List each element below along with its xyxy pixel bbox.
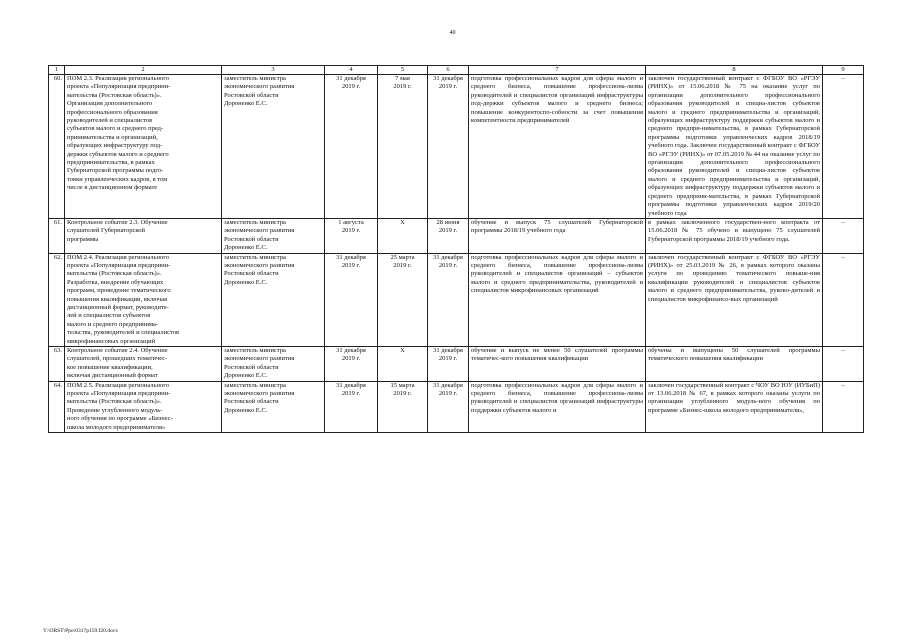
planned-date: 1 августа 2019 г. xyxy=(325,218,378,253)
achieved-result: заключен государственный контракт с ФГБОУ ВО «РГЭУ (РИНХ)» от 25.03.2019 № 26, в рамках которого оказаны услуги по проведению тематического повыше-ния квалификации руководителей и специалистов субъектов малого и среднего предпринимательства, руково-дителей и специалистов микрофинансо-вых организаций xyxy=(646,253,823,346)
header-cell: 8 xyxy=(646,66,823,75)
actual-end-date: 31 декабря 2019 г. xyxy=(428,347,469,382)
header-cell: 6 xyxy=(428,66,469,75)
problems-cell: – xyxy=(823,253,864,346)
planned-date: 31 декабря 2019 г. xyxy=(325,381,378,432)
planned-date: 31 декабря 2019 г. xyxy=(325,347,378,382)
table-row xyxy=(49,347,864,382)
header-cell: 2 xyxy=(65,66,222,75)
header-cell: 4 xyxy=(325,66,378,75)
actual-end-date: 28 июня 2019 г. xyxy=(428,218,469,253)
measure-name: Контрольное событие 2.4. Обучение слушателей, прошедших тематичес- кое повышение квалификации, включая дистанционный формат xyxy=(65,347,222,382)
measure-name: ПОМ 2.5. Реализация регионального проекта «Популяризация предприни- мательства (Ростовская область)». Проведение углубленного модуль- ного обучения по программе «Бизнес- школа молодого предпринимателя» xyxy=(65,381,222,432)
planned-date: 31 декабря 2019 г. xyxy=(325,75,378,219)
expected-result: подготовка профессиональных кадров для сферы малого и среднего бизнеса, повышение профессиона-лизма руководителей и специалистов организаций инфраструктуры под-держки субъектов малого и среднего бизнеса; повышение конкурентоспо-собности за счет повышения компетентности предпринимателей xyxy=(469,75,646,219)
expected-result: обучение и выпуск не менее 50 слушателей программы тематичес-кого повышения квалификации xyxy=(469,347,646,382)
header-cell: 7 xyxy=(469,66,646,75)
row-number: 60. xyxy=(49,75,65,219)
achieved-result: обучены и выпущены 50 слушателей программы тематического повышения квалификации xyxy=(646,347,823,382)
planned-date: 31 декабря 2019 г. xyxy=(325,253,378,346)
measure-name: ПОМ 2.4. Реализация регионального проекта «Популяризация предприни- мательства (Ростовская область)». Разработка, внедрение обучающих программ, проведение тематического повышения квалификации, включая дистанционный формат, руководите- лей и специалистов субъектов малого и среднего предпринима- тельства, руководителей и специалистов микрофинансовых организаций xyxy=(65,253,222,346)
page-number: 40 xyxy=(449,30,456,36)
header-cell: 5 xyxy=(378,66,428,75)
responsible-person: заместитель министра экономического развития Ростовской области Дороненко Е.С. xyxy=(222,347,325,382)
row-number: 64. xyxy=(49,381,65,432)
actual-end-date: 31 декабря 2019 г. xyxy=(428,381,469,432)
expected-result: подготовка профессиональных кадров для сферы малого и среднего бизнеса, повышение профессиона-лизма руководителей и специалистов организаций инфраструктуры поддержки субъектов малого и xyxy=(469,381,646,432)
actual-end-date: 31 декабря 2019 г. xyxy=(428,253,469,346)
achieved-result: заключен государственный контракт с ЧОУ ВО ЮУ (ИУБиП) от 13.06.2018 № 67, в рамках которого оказаны услуги по организации углубленного модуль-ного обучения по программе «Бизнес-школа молодого предпринимателя», xyxy=(646,381,823,432)
row-number: 61. xyxy=(49,218,65,253)
actual-start-date: 7 мая 2019 г. xyxy=(378,75,428,219)
row-number: 62. xyxy=(49,253,65,346)
responsible-person: заместитель министра экономического развития Ростовской области Дороненко Е.С. xyxy=(222,218,325,253)
header-cell: 1 xyxy=(49,66,65,75)
responsible-person: заместитель министра экономического развития Ростовской области Дороненко Е.С. xyxy=(222,381,325,432)
problems-cell: – xyxy=(823,218,864,253)
table-row xyxy=(49,381,864,432)
measure-name: ПОМ 2.3. Реализация регионального проекта «Популяризация предприни- мательства (Ростовская область)». Организация дополнительного профессионального образования руководителей и специалистов субъектов малого и среднего пред- принимательства и организаций, образующих инфраструктуру под- держки субъектов малого и среднего предпринимательства, в рамках Губернаторской программы подго- товки управленческих кадров, в том числе в дистанционном формате xyxy=(65,75,222,219)
problems-cell: – xyxy=(823,381,864,432)
achieved-result: в рамках заключенного государствен-ного контракта от 15.06.2018 № 75 обучено и выпущено 75 слушателей Губернаторской программы 2018/19 учебного года. xyxy=(646,218,823,253)
actual-end-date: 31 декабря 2019 г. xyxy=(428,75,469,219)
problems-cell: – xyxy=(823,75,864,219)
expected-result: подготовка профессиональных кадров для сферы малого и среднего бизнеса, повышение профессиона-лизма руководителей и специалистов организаций – субъектов малого и среднего предпринимательства, руководителей и специалистов микрофинансовых организаций xyxy=(469,253,646,346)
actual-start-date: 25 марта 2019 г. xyxy=(378,253,428,346)
actual-start-date: Х xyxy=(378,218,428,253)
row-number: 63. xyxy=(49,347,65,382)
header-cell: 3 xyxy=(222,66,325,75)
actual-start-date: Х xyxy=(378,347,428,382)
expected-result: обучение и выпуск 75 слушателей Губернаторской программы 2018/19 учебного года xyxy=(469,218,646,253)
table-row xyxy=(49,218,864,253)
report-table xyxy=(48,65,864,433)
table-row xyxy=(49,75,864,219)
responsible-person: заместитель министра экономического развития Ростовской области Дороненко Е.С. xyxy=(222,253,325,346)
actual-start-date: 15 марта 2019 г. xyxy=(378,381,428,432)
header-cell: 9 xyxy=(823,66,864,75)
footer-file-path: Y:\ORST\Ppo\0317p159.f20.docx xyxy=(43,628,118,634)
header-row xyxy=(49,66,864,75)
table-row xyxy=(49,253,864,346)
measure-name: Контрольное событие 2.3. Обучение слушателей Губернаторской программы xyxy=(65,218,222,253)
responsible-person: заместитель министра экономического развития Ростовской области Дороненко Е.С. xyxy=(222,75,325,219)
problems-cell: – xyxy=(823,347,864,382)
achieved-result: заключен государственный контракт с ФГБОУ ВО «РГЭУ (РИНХ)» от 15.06.2018 № 75 на оказание услуг по организации дополнительного профессионального образования руководителей и специа-листов субъектов малого и среднего предпринимательства и организаций, образующих инфраструктуру поддержки субъектов малого и среднего предпри-нимательства, в рамках Губернаторской программы подготовки управленческих кадров 2018/19 учебного года. Заключен государственный контракт с ФГБОУ ВО «РГЭУ (РИНХ)» от 07.05.2019 № 44 на оказание услуг по организации дополнительного профессионального образования руководителей и специа-листов субъектов малого и среднего предпринимательства и организаций, образующих инфраструктуру поддержки субъектов малого и среднего предприни-мательства, в рамках Губернаторской программы подготовки управленческих кадров 2019/20 учебного года xyxy=(646,75,823,219)
